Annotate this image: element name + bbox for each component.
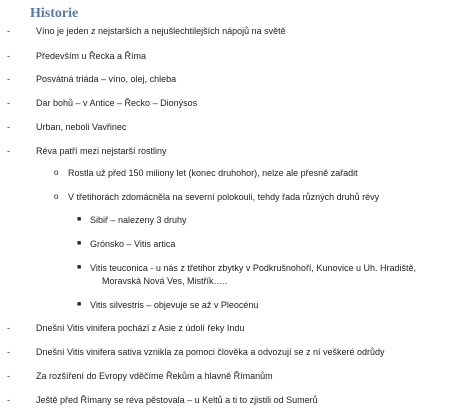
- list-item-text: Dnešní Vitis vinifera sativa vznikla za pomoci člověka a odvozují se z ní veškeré odrůdy: [36, 347, 385, 357]
- dash-bullet: -: [7, 51, 10, 61]
- list-item-text: Réva patří mezi nejstarší rostliny: [36, 146, 167, 156]
- sub-list-item: [0, 190, 458, 204]
- square-bullet: ■: [77, 264, 82, 271]
- dash-bullet: -: [7, 371, 10, 381]
- circle-bullet: o: [54, 168, 59, 177]
- section-heading: Historie: [30, 6, 79, 21]
- square-bullet: ■: [77, 240, 82, 247]
- dash-bullet: -: [7, 347, 10, 357]
- list-item-text: Grónsko – Vitis artica: [90, 239, 176, 249]
- list-item-text: Rostla už před 150 miliony let (konec druhohor), nelze ale přesně zařadit: [68, 168, 358, 178]
- list-item-text: Sibiř – nalezeny 3 druhy: [90, 215, 187, 225]
- dash-bullet: -: [7, 395, 10, 405]
- sub-list-item: [0, 166, 458, 180]
- list-item: [0, 96, 458, 110]
- list-item-text: Za rozšíření do Evropy vděčíme Řekům a hlavně Římanům: [36, 371, 273, 381]
- list-item-text: Víno je jeden z nejstarších a nejušlechtilejších nápojů na světě: [36, 26, 286, 36]
- list-item-text: Moravská Nová Ves, Mistřík…..: [102, 276, 228, 286]
- list-item: [0, 345, 458, 359]
- sub-sub-list-item: [0, 261, 458, 275]
- dash-bullet: -: [7, 323, 10, 333]
- sub-sub-list-item: [0, 213, 458, 227]
- list-item-text: Především u Řecka a Říma: [36, 51, 147, 61]
- list-item: [0, 72, 458, 86]
- dash-bullet: -: [7, 122, 10, 132]
- dash-bullet: -: [7, 146, 10, 156]
- list-item: [0, 144, 458, 158]
- square-bullet: ■: [77, 301, 82, 308]
- list-item-text: Ještě před Římany se réva pěstovala – u Keltů a ti to zjistili od Sumerů: [36, 395, 318, 405]
- square-bullet: ■: [77, 216, 82, 223]
- list-item: [0, 24, 458, 38]
- list-item-text: Posvátná triáda – víno, olej, chleba: [36, 74, 177, 84]
- sub-sub-list-item-continuation: [0, 274, 458, 288]
- list-item-text: Dar bohů – v Antice – Řecko – Dionýsos: [36, 98, 198, 108]
- list-item: [0, 120, 458, 134]
- list-item: [0, 369, 458, 383]
- dash-bullet: -: [7, 98, 10, 108]
- dash-bullet: -: [7, 74, 10, 84]
- list-item: [0, 321, 458, 335]
- list-item-text: V třetihorách zdomácněla na severní polokouli, tehdy řada různých druhů révy: [68, 192, 380, 202]
- list-item-text: Urban, neboli Vavřinec: [36, 122, 127, 132]
- dash-bullet: -: [7, 26, 10, 36]
- list-item: [0, 49, 458, 63]
- circle-bullet: o: [54, 192, 59, 201]
- sub-sub-list-item: [0, 237, 458, 251]
- list-item: [0, 393, 458, 407]
- list-item-text: Vitis silvestris – objevuje se až v Pleocénu: [90, 300, 259, 310]
- list-item-text: Vitis teuconica - u nás z třetihor zbytky v Podkrušnohoří, Kunovice u Uh. Hradiště,: [90, 263, 416, 273]
- sub-sub-list-item: [0, 298, 458, 312]
- list-item-text: Dnešní Vitis vinifera pochází z Asie z údolí řeky Indu: [36, 323, 245, 333]
